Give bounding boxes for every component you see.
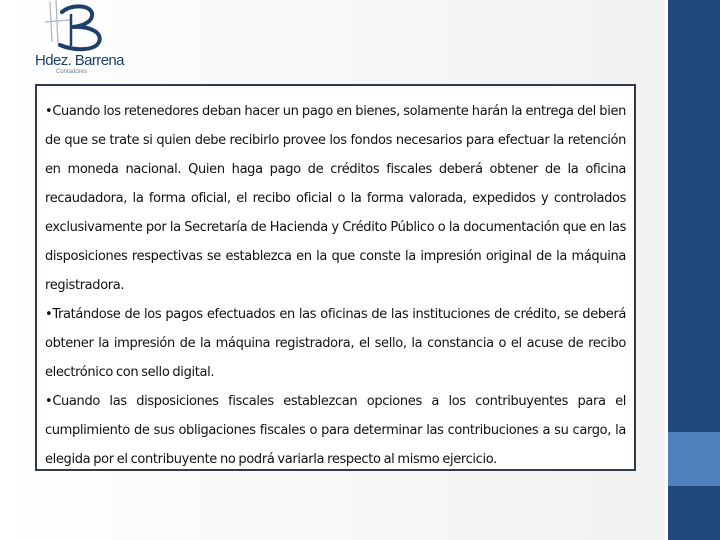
sidebar-band-bottom bbox=[668, 486, 720, 540]
company-logo bbox=[32, 0, 122, 78]
text-content-box bbox=[35, 84, 636, 471]
bullet-paragraph-3: •Cuando las disposiciones fiscales establezcan opciones a los contribuyentes para el cumplimiento de sus obligaciones fiscales o para determinar las contribuciones a su cargo, la elegida por el contribuyente no podrá variarla respecto al mismo ejercicio. bbox=[45, 394, 626, 467]
bullet-paragraph-1: •Cuando los retenedores deban hacer un pago en bienes, solamente harán la entrega del bien de que se trate si quien debe recibirlo provee los fondos necesarios para efectuar la retención en moneda nacional. Quien haga pago de créditos fiscales deberá obtener de la oficina recaudadora, la forma oficial, el recibo oficial o la forma valorada, expedidos y controlados exclusivamente por la Secretaría de Hacienda y Crédito Público o la documentación que en las disposiciones respectivas se establezca en la que conste la impresión original de la máquina registradora. bbox=[45, 104, 626, 293]
sidebar-band-top bbox=[668, 0, 720, 432]
logo-company-name: Hdez. Barrena bbox=[35, 52, 124, 69]
sidebar-band-middle bbox=[668, 432, 720, 486]
logo-company-subtitle: Contadores bbox=[56, 69, 88, 75]
bullet-paragraph-2: •Tratándose de los pagos efectuados en las oficinas de las instituciones de crédito, se deberá obtener la impresión de la máquina registradora, el sello, la constancia o el acuse de recibo electrónico con sello digital. bbox=[45, 307, 626, 380]
hb-monogram-logo-icon bbox=[32, 0, 122, 56]
